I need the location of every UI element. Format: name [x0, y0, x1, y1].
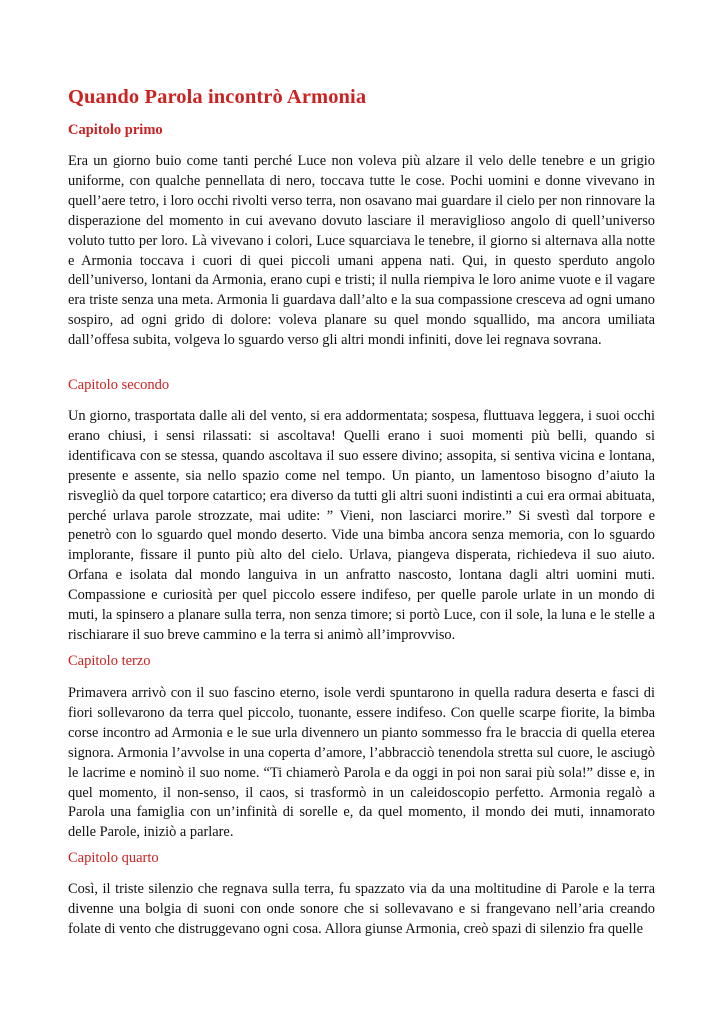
- document-title: Quando Parola incontrò Armonia: [68, 86, 367, 108]
- chapter-heading-1: Capitolo primo: [68, 122, 163, 138]
- chapter-heading-2: Capitolo secondo: [68, 377, 170, 393]
- chapter-paragraph-2: Un giorno, trasportata dalle ali del vento, si era addormentata; sospesa, fluttuava leggera, i suoi occhi erano chiusi, i sensi rilassati: si ascoltava! Quelli erano i suoi momenti più belli, quando si identificava con se stessa, quando ascoltava il suo essere divino; assopita, si sentiva vicina e lontana, presente e assente, sia nello spazio come nel tempo. Un pianto, un lamentoso bisogno d’aiuto la risvegliò da quel torpore catartico; era diverso da tutti gli altri suoni indistinti a cui era ormai abituata, perché urlava parole strozzate, mai udite: ” Vieni, non lasciarci morire.” Si svestì dal torpore e penetrò con lo sguardo quel mondo deserto. Vide una bimba ancora senza memoria, con lo sguardo implorante, fissare il punto più alto del cielo. Urlava, piangeva disperata, richiedeva il suo aiuto. Orfana e isolata dal mondo languiva in un anfratto nascosto, lontana dagli altri uomini muti. Compassione e curiosità per quel piccolo essere indifeso, per quelle parole urlate in un mondo di muti, la spinsero a planare sulla terra, non senza timore; si portò Luce, con il sole, la luna e le stelle a rischiarare il suo breve cammino e la terra si animò all’improvviso.: [68, 408, 655, 643]
- chapter-paragraph-1: Era un giorno buio come tanti perché Luce non voleva più alzare il velo delle tenebre e un grigio uniforme, con qualche pennellata di nero, toccava tutte le cose. Pochi uomini e donne vivevano in quell’aere tetro, i loro occhi rivolti verso terra, non osavano mai guardare il cielo per non rinnovare la disperazione del momento in cui avevano dovuto lasciare il meraviglioso angolo di quell’universo voluto tutto per loro. Là vivevano i colori, Luce squarciava le tenebre, il giorno si alternava alla notte e Armonia toccava i cuori di quei piccoli umani appena nati. Qui, in questo sperduto angolo dell’universo, lontani da Armonia, erano cupi e tristi; il nulla riempiva le loro anime vuote e il vagare era triste senza una meta. Armonia li guardava dall’alto e la sua compassione cresceva ad ogni umano sospiro, ad ogni grido di dolore: voleva planare su quel mondo squallido, ma ancora umiliata dall’offesa subita, volgeva lo sguardo verso gli altri mondi infiniti, dove lei regnava sovrana.: [68, 153, 655, 349]
- chapter-heading-3: Capitolo terzo: [68, 653, 151, 669]
- chapter-paragraph-4: Così, il triste silenzio che regnava sulla terra, fu spazzato via da una moltitudine di Parole e la terra divenne una bolgia di suoni con onde sonore che si sollevavano e si frangevano nell’aria creando folate di vento che distruggevano ogni cosa. Allora giunse Armonia, creò spazi di silenzio fra quelle: [68, 881, 655, 937]
- chapter-paragraph-3: Primavera arrivò con il suo fascino eterno, isole verdi spuntarono in quella radura deserta e fasci di fiori sollevarono da terra quel piccolo, tuonante, essere indifeso. Con quelle scarpe fiorite, la bimba corse incontro ad Armonia e le sue urla divennero un pianto sommesso fra le braccia di quella eterea signora. Armonia l’avvolse in una coperta d’amore, l’abbracciò tenendola stretta sul cuore, le asciugò le lacrime e nominò il suo nome. “Ti chiamerò Parola e da oggi in poi non sarai più sola!” disse e, in quel momento, il non-senso, il caos, si trasformò in un caleidoscopio perfetto. Armonia regalò a Parola una famiglia con un’infinità di sorelle e, da quel momento, il mondo dei muti, innamorato delle Parole, iniziò a parlare.: [68, 685, 655, 841]
- chapter-heading-4: Capitolo quarto: [68, 850, 159, 866]
